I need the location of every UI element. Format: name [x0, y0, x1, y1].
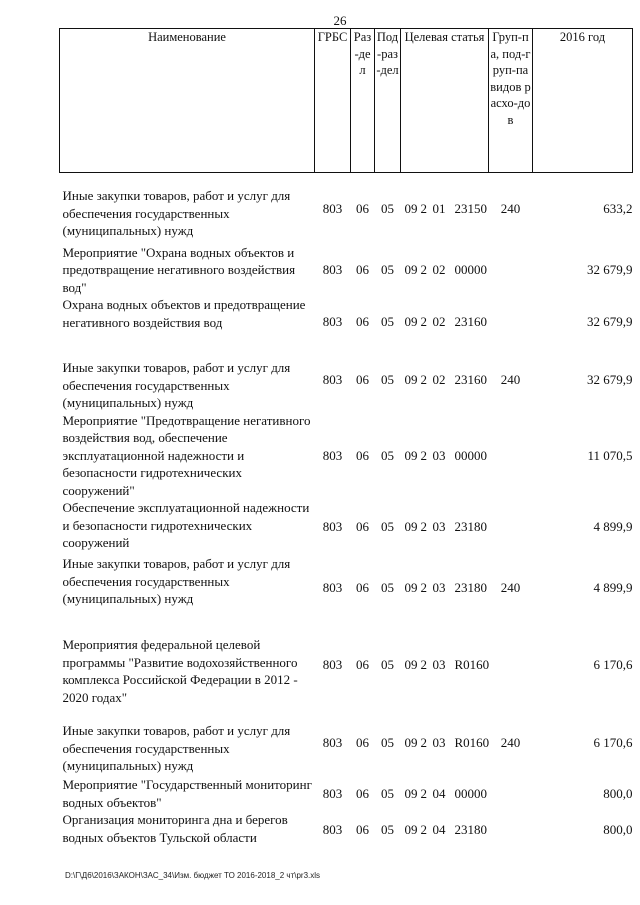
row-grbs: 803	[322, 200, 343, 216]
target-measure: 03	[432, 579, 446, 595]
row-target	[401, 244, 489, 297]
target-program: 09	[404, 579, 418, 595]
target-direction: 23180	[454, 519, 487, 535]
target-subprogram: 2	[420, 200, 427, 216]
row-grbs: 803	[322, 262, 343, 277]
target-direction: 00000	[454, 447, 487, 463]
target-program: 09	[404, 313, 418, 329]
target-subprogram: 2	[420, 822, 427, 838]
row-podrazdel: 05	[381, 200, 394, 216]
target-direction: 23180	[454, 579, 487, 595]
row-grbs: 803	[322, 313, 343, 329]
row-target	[401, 173, 489, 244]
target-subprogram: 2	[420, 519, 427, 535]
row-razdel: 06	[356, 785, 369, 801]
row-name: Мероприятие "Предотвращение негативного воздействия вод, обеспечение эксплуатационной надежности и безопасности гидротехнических сооружений"	[62, 412, 311, 498]
row-amount: 4 899,9	[593, 579, 633, 595]
table-row	[60, 347, 633, 412]
target-program: 09	[404, 519, 418, 535]
row-podrazdel: 05	[381, 785, 394, 801]
row-name: Организация мониторинга дна и берегов водных объектов Тульской области	[62, 812, 288, 845]
table-row	[60, 811, 633, 849]
row-amount: 6 170,6	[593, 657, 633, 673]
row-podrazdel: 05	[381, 447, 394, 463]
target-measure: 03	[432, 735, 446, 751]
target-subprogram: 2	[420, 785, 427, 801]
row-razdel: 06	[356, 822, 369, 838]
budget-table	[59, 28, 633, 849]
row-amount: 6 170,6	[593, 735, 633, 751]
target-direction: 00000	[454, 785, 487, 801]
row-razdel: 06	[356, 371, 369, 387]
row-podrazdel: 05	[381, 519, 394, 535]
row-amount: 633,2	[603, 200, 633, 216]
table-header-row	[60, 29, 633, 173]
target-subprogram: 2	[420, 371, 427, 387]
target-measure: 02	[432, 262, 446, 277]
target-subprogram: 2	[420, 262, 427, 277]
row-amount: 11 070,5	[587, 447, 633, 463]
row-podrazdel: 05	[381, 313, 394, 329]
target-program: 09	[404, 657, 418, 673]
target-direction: R0160	[454, 657, 490, 673]
target-measure: 04	[432, 785, 446, 801]
row-podrazdel: 05	[381, 579, 394, 595]
row-grbs: 803	[322, 822, 343, 838]
row-target	[401, 499, 489, 555]
target-measure: 03	[432, 447, 446, 463]
target-measure: 02	[432, 371, 446, 387]
row-grbs: 803	[322, 785, 343, 801]
row-name: Мероприятия федеральной целевой программы "Развитие водохозяйственного комплекса Российской Федерации в 2012 - 2020 годах"	[62, 637, 298, 705]
row-amount: 800,0	[603, 785, 633, 801]
row-razdel: 06	[356, 519, 369, 535]
row-razdel: 06	[356, 200, 369, 216]
row-group: 240	[500, 735, 521, 751]
table-row	[60, 499, 633, 555]
row-razdel: 06	[356, 657, 369, 673]
row-name: Мероприятие "Государственный мониторинг водных объектов"	[62, 777, 312, 810]
target-direction: 23150	[454, 200, 487, 216]
row-group	[489, 620, 533, 710]
row-grbs: 803	[322, 657, 343, 673]
table-row	[60, 244, 633, 297]
header-name: Наименование	[60, 29, 315, 173]
table-row	[60, 412, 633, 500]
target-subprogram: 2	[420, 579, 427, 595]
table-row	[60, 710, 633, 776]
row-group	[489, 499, 533, 555]
row-grbs: 803	[322, 735, 343, 751]
page-number: 26	[333, 13, 347, 28]
row-name: Иные закупки товаров, работ и услуг для обеспечения государственных (муниципальных) нужд	[62, 723, 291, 773]
header-target: Целевая статья	[401, 29, 489, 173]
target-program: 09	[404, 200, 418, 216]
row-grbs: 803	[322, 519, 343, 535]
row-target	[401, 811, 489, 849]
row-group: 240	[500, 371, 521, 387]
table-row	[60, 296, 633, 347]
target-program: 09	[404, 735, 418, 751]
row-group: 240	[500, 579, 521, 595]
row-razdel: 06	[356, 447, 369, 463]
row-name: Иные закупки товаров, работ и услуг для обеспечения государственных (муниципальных) нужд	[62, 188, 291, 238]
row-target	[401, 776, 489, 811]
row-amount: 4 899,9	[593, 519, 633, 535]
table-body	[60, 173, 633, 850]
target-direction: R0160	[454, 735, 490, 751]
row-grbs: 803	[322, 371, 343, 387]
row-target	[401, 710, 489, 776]
row-group	[489, 776, 533, 811]
row-name: Иные закупки товаров, работ и услуг для обеспечения государственных (муниципальных) нужд	[62, 360, 291, 410]
target-direction: 00000	[454, 262, 487, 277]
row-podrazdel: 05	[381, 822, 394, 838]
row-grbs: 803	[322, 579, 343, 595]
row-target	[401, 412, 489, 500]
file-path-footer: D:\Г\Д6\2016\ЗАКОН\ЗАС_34\Изм. бюджет ТО 2016-2018_2 чт\pr3.xls	[65, 871, 321, 880]
target-program: 09	[404, 785, 418, 801]
row-razdel: 06	[356, 579, 369, 595]
row-name: Мероприятие "Охрана водных объектов и предотвращение негативного воздействия вод"	[62, 244, 296, 295]
row-podrazdel: 05	[381, 657, 394, 673]
row-podrazdel: 05	[381, 735, 394, 751]
row-amount: 32 679,9	[587, 262, 633, 277]
table-row	[60, 555, 633, 620]
row-group	[489, 412, 533, 500]
row-razdel: 06	[356, 313, 369, 329]
header-podrazdel: Под-раз-дел	[375, 29, 401, 173]
target-subprogram: 2	[420, 657, 427, 673]
row-podrazdel: 05	[381, 371, 394, 387]
target-program: 09	[404, 447, 418, 463]
target-measure: 04	[432, 822, 446, 838]
header-grbs: ГРБС	[315, 29, 351, 173]
target-program: 09	[404, 822, 418, 838]
target-program: 09	[404, 371, 418, 387]
header-razdel: Раз-дел	[351, 29, 375, 173]
row-target	[401, 620, 489, 710]
row-amount: 32 679,9	[587, 371, 633, 387]
row-name: Охрана водных объектов и предотвращение негативного воздействия вод	[62, 297, 306, 330]
header-year: 2016 год	[533, 29, 633, 173]
target-subprogram: 2	[420, 735, 427, 751]
target-measure: 01	[432, 200, 446, 216]
row-group	[489, 244, 533, 297]
row-target	[401, 555, 489, 620]
header-group: Груп-па, под-груп-па видов расхо-дов	[489, 29, 533, 173]
target-direction: 23160	[454, 371, 487, 387]
row-name: Иные закупки товаров, работ и услуг для обеспечения государственных (муниципальных) нужд	[62, 556, 291, 606]
target-measure: 03	[432, 657, 446, 673]
row-podrazdel: 05	[381, 262, 394, 277]
row-group: 240	[500, 200, 521, 216]
row-razdel: 06	[356, 262, 369, 277]
target-subprogram: 2	[420, 313, 427, 329]
row-group	[489, 811, 533, 849]
target-program: 09	[404, 262, 418, 277]
table-row	[60, 620, 633, 710]
row-name: Обеспечение эксплуатационной надежности и безопасности гидротехнических сооружений	[62, 500, 310, 550]
row-target	[401, 296, 489, 347]
row-amount: 32 679,9	[587, 313, 633, 329]
table-row	[60, 173, 633, 244]
target-measure: 02	[432, 313, 446, 329]
target-direction: 23180	[454, 822, 487, 838]
table-row	[60, 776, 633, 811]
target-direction: 23160	[454, 313, 487, 329]
row-grbs: 803	[322, 447, 343, 463]
row-amount: 800,0	[603, 822, 633, 838]
row-group	[489, 296, 533, 347]
row-target	[401, 347, 489, 412]
target-subprogram: 2	[420, 447, 427, 463]
target-measure: 03	[432, 519, 446, 535]
row-razdel: 06	[356, 735, 369, 751]
